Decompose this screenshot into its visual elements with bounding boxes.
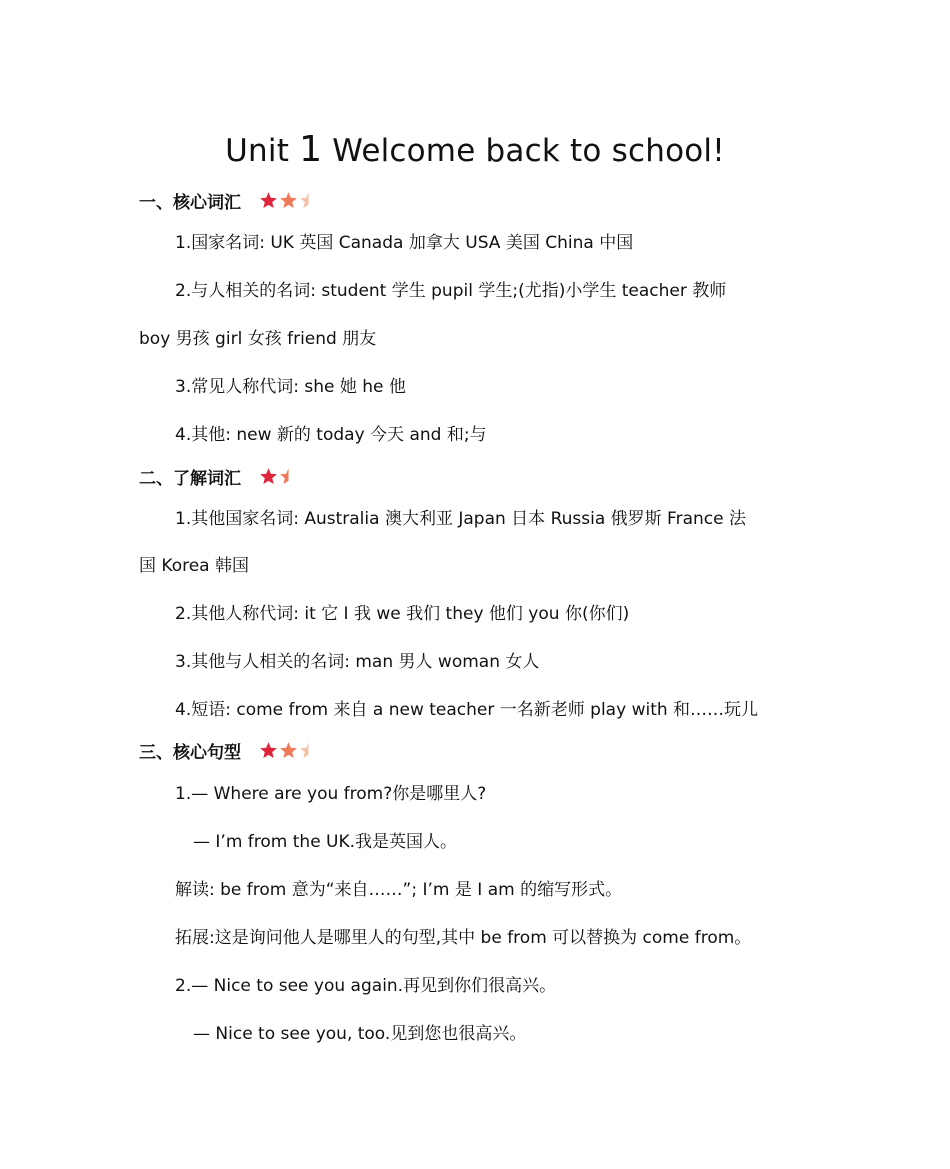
two-and-half-stars-icon [259, 741, 318, 760]
vocab-line: 1.其他国家名词: Australia 澳大利亚 Japan 日本 Russia 俄罗斯 France 法 [175, 509, 746, 529]
vocab-line: 3.常见人称代词: she 她 he 他 [175, 377, 406, 397]
section-heading-text: 二、了解词汇 [139, 468, 241, 489]
vocab-line: 3.其他与人相关的名词: man 男人 woman 女人 [175, 652, 540, 672]
vocab-line: 1.国家名词: UK 英国 Canada 加拿大 USA 美国 China 中国 [175, 233, 634, 253]
section-heading-text: 三、核心句型 [139, 742, 241, 763]
vocab-line: 2.其他人称代词: it 它 I 我 we 我们 they 他们 you 你(你们) [175, 604, 630, 624]
title-unit: Unit [225, 133, 290, 169]
sentence-line: 2.— Nice to see you again.再见到你们很高兴。 [175, 976, 557, 996]
sentence-line: 1.— Where are you from?你是哪里人? [175, 784, 487, 804]
vocab-line: 4.短语: come from 来自 a new teacher 一名新老师 play with 和……玩儿 [175, 700, 759, 720]
title-rest: Welcome back to school! [332, 133, 725, 169]
page-title [0, 126, 950, 175]
sentence-line: — I’m from the UK.我是英国人。 [193, 832, 458, 852]
section-heading-core-vocabulary [139, 185, 318, 215]
vocab-line: 4.其他: new 新的 today 今天 and 和;与 [175, 425, 487, 445]
sentence-line: — Nice to see you, too.见到您也很高兴。 [193, 1024, 527, 1044]
vocab-line: 国 Korea 韩国 [139, 556, 250, 576]
one-and-half-stars-icon [259, 467, 298, 486]
vocab-line: boy 男孩 girl 女孩 friend 朋友 [139, 329, 377, 349]
section-heading-text: 一、核心词汇 [139, 192, 241, 213]
vocab-line: 2.与人相关的名词: student 学生 pupil 学生;(尤指)小学生 teacher 教师 [175, 281, 727, 301]
section-heading-core-sentences [139, 735, 318, 765]
title-number: 1 [299, 129, 323, 170]
two-and-half-stars-icon [259, 191, 318, 210]
sentence-line: 拓展:这是询问他人是哪里人的句型,其中 be from 可以替换为 come from。 [175, 928, 752, 948]
sentence-line: 解读: be from 意为“来自……”; I’m 是 I am 的缩写形式。 [175, 880, 623, 900]
section-heading-extra-vocabulary [139, 461, 298, 491]
